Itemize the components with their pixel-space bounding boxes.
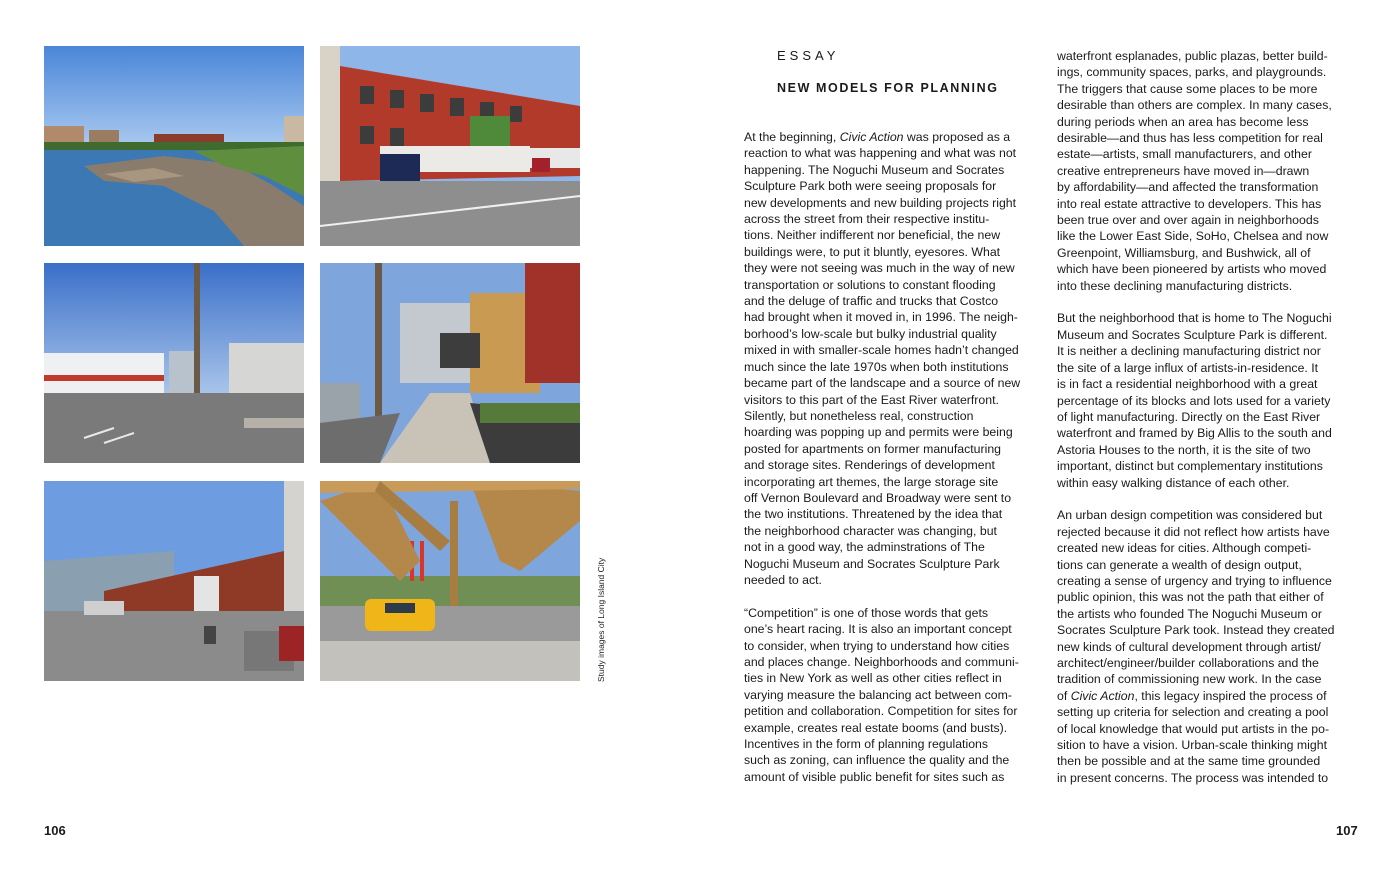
italic-title: Civic Action [1070, 688, 1135, 703]
photo-caption: Study images of Long Island City [596, 557, 606, 682]
brick-building-trucks-photo [320, 46, 580, 246]
italic-title: Civic Action [839, 130, 904, 144]
paragraph: waterfront esplanades, public plazas, better build- ings, community spaces, parks, and playgrounds. The triggers that cause some places to be more desirable than others are complex. In many cases, during periods when an area has become less desirable—and thus has less competition for real estate—artists, small manufacturers, and other creative entrepreneurs have moved in—drawn by affordability—and affected the transformation into real estate attractive to developers. This has been true over and over again in neighborhoods like the Lower East Side, SoHo, Chelsea and now Greenpoint, Williamsburg, and Bushwick, all of which have been pioneered by artists who moved into these declining manufacturing districts. [1057, 49, 1332, 293]
bridge-taxi-photo [320, 481, 580, 681]
paragraph: But the neighborhood that is home to The Noguchi Museum and Socrates Sculpture Park is different. It is neither a declining manufacturing district nor the site of a large influx of artists-in-residence. It is in fact a residential neighborhood with a great percentage of its blocks and lots used for a variety of light manufacturing. Directly on the East River waterfront and framed by Big Allis to the south and Astoria Houses to the north, it is the site of two important, distinct but complementary institutions within easy walking distance of each other. [1057, 311, 1332, 490]
text-column-1 [744, 129, 1049, 785]
street-poles-photo [44, 263, 304, 463]
essay-title: NEW MODELS FOR PLANNING [777, 81, 999, 95]
page-number-right: 107 [1336, 823, 1358, 838]
paragraph: At the beginning, Civic Action was proposed as a reaction to what was happening and what was not happening. The Noguchi Museum and Socrates Sculpture Park both were seeing proposals for new developments and new building projects right across the street from their respective institu- tions. Neither indifferent nor beneficial, the new buildings were, to put it bluntly, eyesores. What they were not seeing was much in the way of new transportation or solutions to constant flooding and the deluge of traffic and trucks that Costco had brought when it moved in, in 1996. The neigh- borhood’s low-scale but bulky industrial quality mixed in with smaller-scale homes hadn’t changed much since the late 1970s when both institutions became part of the landscape and a source of new visitors to this part of the East River waterfront. Silently, but nonetheless real, construction hoarding was popping up and permits were being posted for apartments on former manufacturing and storage sites. Renderings of development incorporating art themes, the large storage site off Vernon Boulevard and Broadway were sent to the two institutions. Threatened by the idea that the neighborhood character was changing, but not in a good way, the adminstrations of The Noguchi Museum and Socrates Sculpture Park needed to act. [744, 130, 1021, 587]
paragraph: “Competition” is one of those words that gets one’s heart racing. It is also an important concept to consider, when trying to understand how cities and places change. Neighborhoods and communi- ties in New York as well as other cities reflect in varying measure the balancing act between com- petition and collaboration. Competition for sites for example, creates real estate booms (and busts). Incentives in the form of planning regulations such as zoning, can influence the quality and the amount of visible public benefit for sites such as [744, 605, 1019, 784]
waterfront-photo [44, 46, 304, 246]
text-column-2 [1057, 48, 1357, 786]
warehouse-street-photo [44, 481, 304, 681]
page-number-left: 106 [44, 823, 66, 838]
section-kicker: ESSAY [777, 48, 840, 63]
residential-sidewalk-photo [320, 263, 580, 463]
paragraph: An urban design competition was considered but rejected because it did not reflect how artists have created new ideas for cities. Although competi- tions can generate a wealth of design output, creating a sense of urgency and trying to influence public opinion, this was not the path that either of the artists who founded The Noguchi Museum or Socrates Sculpture Park took. Instead they created new kinds of cultural development through artist/ architect/engineer/builder collaborations and the tradition of commissioning new work. In the case of Civic Action, this legacy inspired the process of setting up criteria for selection and creating a pool of local knowledge that would put artists in the po- sition to have a vision. Urban-scale thinking might then be possible and at the same time grounded in present concerns. The process was intended to [1057, 508, 1335, 785]
